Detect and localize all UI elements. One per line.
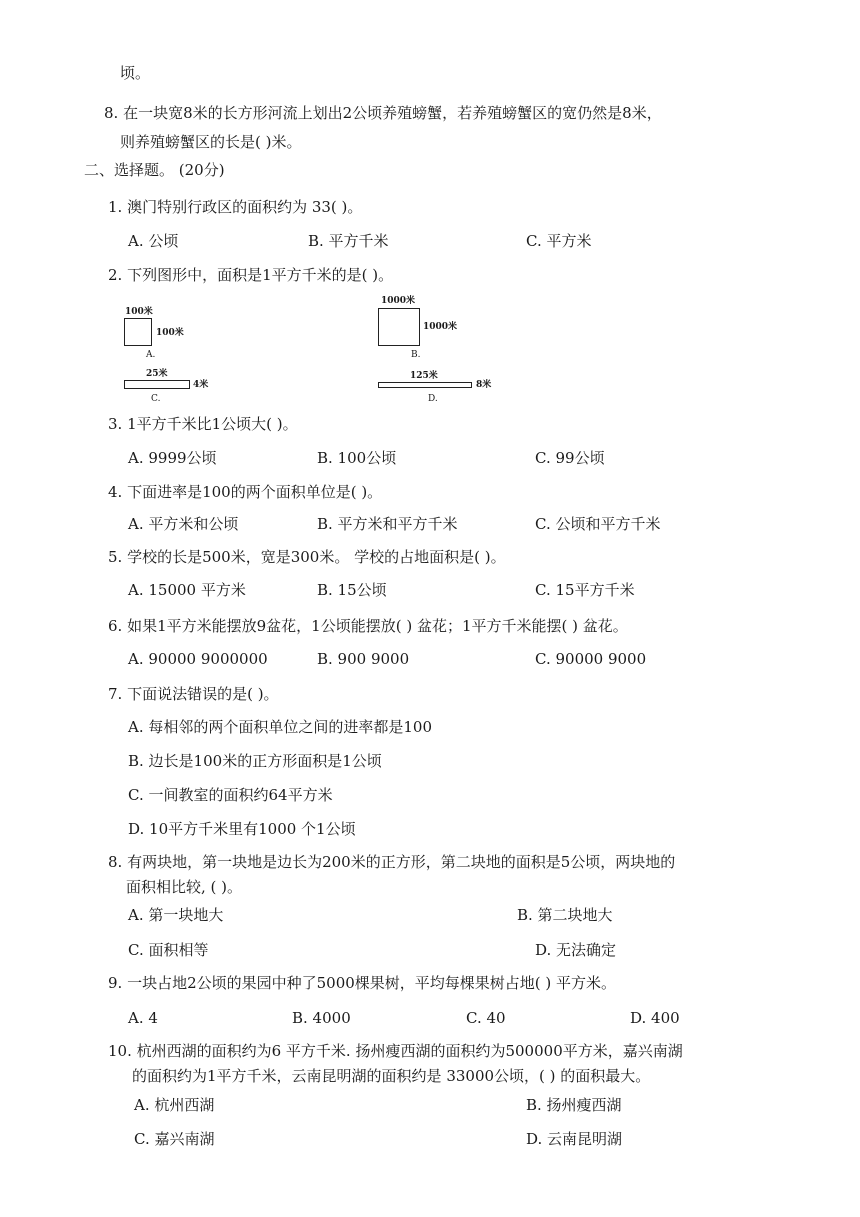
question-8-option-a[interactable]: A. 第一块地大 xyxy=(128,906,224,924)
question-9-option-b[interactable]: B. 4000 xyxy=(292,1009,351,1027)
question-10-line2: 的面积约为1平方千米，云南昆明湖的面积约是 33000公顷，( ) 的面积最大。 xyxy=(132,1067,651,1085)
section-2-title: 二、选择题。 (20分) xyxy=(84,161,225,179)
question-6-option-c[interactable]: C. 90000 9000 xyxy=(535,650,647,668)
figure-d-width-label: 125米 xyxy=(410,371,438,381)
question-4-option-b[interactable]: B. 平方米和平方千米 xyxy=(317,515,458,533)
figure-d-rectangle xyxy=(378,382,472,388)
question-7: 7. 下面说法错误的是( )。 xyxy=(108,685,279,703)
question-5-option-b[interactable]: B. 15公顷 xyxy=(317,581,387,599)
question-7-option-a[interactable]: A. 每相邻的两个面积单位之间的进率都是100 xyxy=(128,718,433,736)
figure-a-width-label: 100米 xyxy=(125,307,153,317)
question-6: 6. 如果1平方米能摆放9盆花，1公顷能摆放( ) 盆花；1平方千米能摆( ) 盆花。 xyxy=(108,617,628,635)
question-1-option-c[interactable]: C. 平方米 xyxy=(526,232,592,250)
question-8-line1: 8. 有两块地，第一块地是边长为200米的正方形，第二块地的面积是5公顷，两块地的 xyxy=(108,853,676,871)
question-10-option-c[interactable]: C. 嘉兴南湖 xyxy=(134,1130,215,1148)
question-8-option-b[interactable]: B. 第二块地大 xyxy=(517,906,613,924)
question-10-option-b[interactable]: B. 扬州瘦西湖 xyxy=(526,1096,622,1114)
question-3-option-a[interactable]: A. 9999公顷 xyxy=(128,449,217,467)
question-8-line2: 面积相比较, ( )。 xyxy=(126,878,243,896)
question-4-option-c[interactable]: C. 公顷和平方千米 xyxy=(535,515,661,533)
question-1: 1. 澳门特别行政区的面积约为 33( )。 xyxy=(108,198,363,216)
question-7-option-c[interactable]: C. 一间教室的面积约64平方米 xyxy=(128,786,333,804)
question-2: 2. 下列图形中，面积是1平方千米的是( )。 xyxy=(108,266,394,284)
question-8-option-c[interactable]: C. 面积相等 xyxy=(128,941,209,959)
figure-c-caption: C. xyxy=(151,394,161,404)
figure-b-caption: B. xyxy=(411,350,421,360)
question-5: 5. 学校的长是500米，宽是300米。 学校的占地面积是( )。 xyxy=(108,548,506,566)
figure-c-width-label: 25米 xyxy=(146,369,168,379)
figure-c-rectangle xyxy=(124,380,190,389)
question-10-line1: 10. 杭州西湖的面积约为6 平方千米. 扬州瘦西湖的面积约为500000平方米，嘉兴南湖 xyxy=(108,1042,683,1060)
question-9-option-d[interactable]: D. 400 xyxy=(630,1009,680,1027)
figure-b-width-label: 1000米 xyxy=(381,296,416,306)
question-5-option-a[interactable]: A. 15000 平方米 xyxy=(128,581,246,599)
question-6-option-a[interactable]: A. 90000 9000000 xyxy=(128,650,268,668)
question-1-option-b[interactable]: B. 平方千米 xyxy=(308,232,389,250)
question-3-option-c[interactable]: C. 99公顷 xyxy=(535,449,605,467)
question-7-option-d[interactable]: D. 10平方千米里有1000 个1公顷 xyxy=(128,820,356,838)
top-fragment: 顷。 xyxy=(120,64,151,82)
question-6-option-b[interactable]: B. 900 9000 xyxy=(317,650,410,668)
figure-b-square xyxy=(378,308,420,346)
question-9: 9. 一块占地2公顷的果园中种了5000棵果树，平均每棵果树占地( ) 平方米。 xyxy=(108,974,617,992)
question-4: 4. 下面进率是100的两个面积单位是( )。 xyxy=(108,483,383,501)
question-7-option-b[interactable]: B. 边长是100米的正方形面积是1公顷 xyxy=(128,752,382,770)
question-4-option-a[interactable]: A. 平方米和公顷 xyxy=(128,515,239,533)
question-1-option-a[interactable]: A. 公顷 xyxy=(128,232,179,250)
question-3: 3. 1平方千米比1公顷大( )。 xyxy=(108,415,298,433)
figure-d-height-label: 8米 xyxy=(476,380,492,390)
figure-a-square xyxy=(124,318,152,346)
question-9-option-a[interactable]: A. 4 xyxy=(128,1009,158,1027)
figure-c-height-label: 4米 xyxy=(193,380,209,390)
figure-d-caption: D. xyxy=(428,394,438,404)
question-3-option-b[interactable]: B. 100公顷 xyxy=(317,449,397,467)
question-5-option-c[interactable]: C. 15平方千米 xyxy=(535,581,635,599)
fill-question-8-line1: 8. 在一块宽8米的长方形河流上划出2公顷养殖螃蟹，若养殖螃蟹区的宽仍然是8米， xyxy=(104,104,662,122)
figure-b-height-label: 1000米 xyxy=(423,322,458,332)
question-9-option-c[interactable]: C. 40 xyxy=(466,1009,506,1027)
question-8-option-d[interactable]: D. 无法确定 xyxy=(535,941,617,959)
question-10-option-a[interactable]: A. 杭州西湖 xyxy=(134,1096,215,1114)
question-10-option-d[interactable]: D. 云南昆明湖 xyxy=(526,1130,623,1148)
fill-question-8-line2: 则养殖螃蟹区的长是( )米。 xyxy=(120,133,302,151)
figure-a-height-label: 100米 xyxy=(156,328,184,338)
figure-a-caption: A. xyxy=(146,350,156,360)
